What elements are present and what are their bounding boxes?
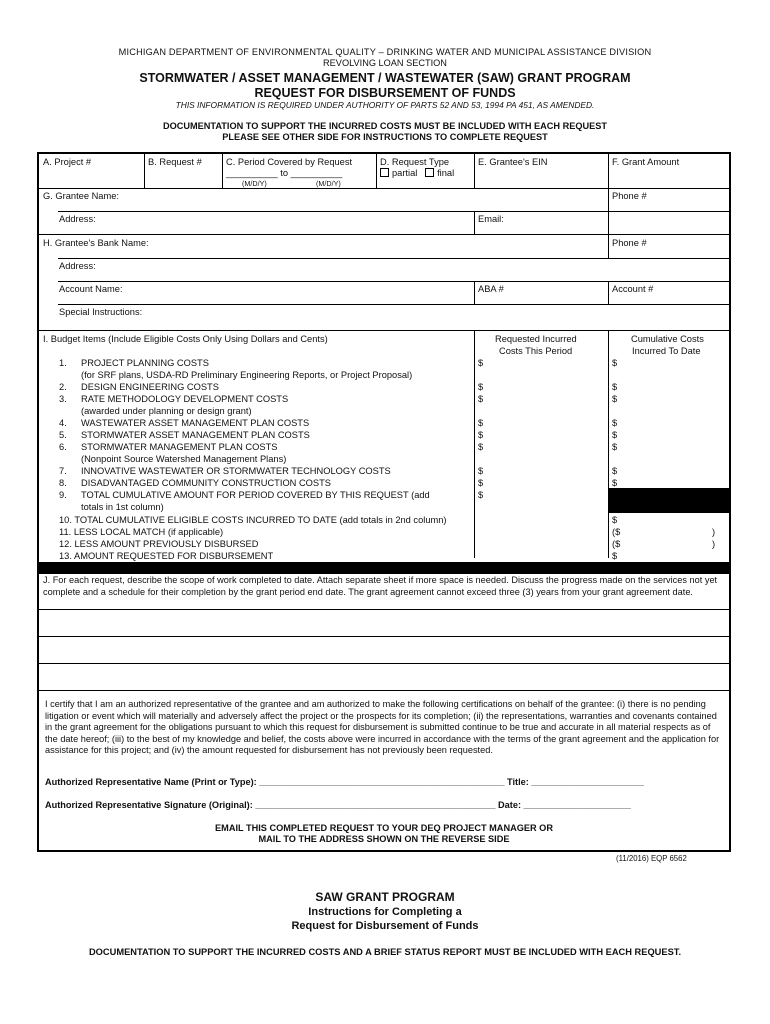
divider	[474, 211, 475, 234]
divider	[222, 154, 223, 188]
divider	[474, 281, 475, 304]
cumulative-amount-cell[interactable]: $	[612, 382, 618, 392]
section-separator-bar	[39, 562, 729, 574]
cumulative-amount-cell[interactable]: $	[612, 394, 618, 404]
requested-amount-cell[interactable]: $	[478, 382, 484, 392]
instructions-subtitle: Instructions for Completing a	[308, 906, 462, 918]
scope-line-3[interactable]	[39, 664, 729, 690]
section-name: REVOLVING LOAN SECTION	[323, 58, 447, 68]
grantee-phone-field[interactable]	[608, 188, 729, 211]
item-12-close: )	[712, 539, 716, 549]
requested-amount-cell[interactable]: $	[478, 430, 484, 440]
grantee-email-field[interactable]	[474, 211, 729, 234]
special-instructions-label: Special Instructions:	[59, 307, 143, 317]
request-number-label: B. Request #	[148, 157, 202, 167]
budget-item-number: 2.	[59, 382, 67, 392]
bank-name-label: H. Grantee's Bank Name:	[43, 238, 149, 248]
account-name-field[interactable]	[55, 281, 474, 304]
requested-col-header: Requested Incurred	[495, 334, 577, 344]
account-name-label: Account Name:	[59, 284, 123, 294]
divider	[608, 330, 609, 558]
instructions-subtitle-2: Request for Disbursement of Funds	[291, 920, 479, 932]
item-11-cumulative[interactable]: ($	[612, 527, 621, 537]
aba-field[interactable]	[474, 281, 608, 304]
form-id: (11/2016) EQP 6562	[616, 854, 687, 863]
item-11: 11. LESS LOCAL MATCH (if applicable)	[59, 527, 224, 537]
partial-checkbox[interactable]	[380, 168, 389, 177]
representative-signature-line[interactable]: Authorized Representative Signature (Original): _______________________________________________ Date: _____________________	[45, 800, 631, 810]
final-checkbox[interactable]	[425, 168, 434, 177]
cumulative-amount-cell[interactable]: $	[612, 430, 618, 440]
divider	[39, 330, 729, 331]
instructions-documentation-notice: DOCUMENTATION TO SUPPORT THE INCURRED COSTS AND A BRIEF STATUS REPORT MUST BE INCLUDED WITH EACH REQUEST.	[88, 947, 682, 957]
requested-amount-cell[interactable]: $	[478, 442, 484, 452]
budget-item-number: 9.	[59, 490, 67, 500]
instructions-notice: PLEASE SEE OTHER SIDE FOR INSTRUCTIONS TO COMPLETE REQUEST	[222, 132, 548, 142]
project-number-label: A. Project #	[43, 157, 92, 167]
mail-notice: MAIL TO THE ADDRESS SHOWN ON THE REVERSE SIDE	[258, 834, 510, 844]
bank-address-label: Address:	[59, 261, 96, 271]
budget-item-label: (awarded under planning or design grant)	[81, 406, 252, 416]
scope-line-1[interactable]	[39, 610, 729, 636]
representative-name-line[interactable]: Authorized Representative Name (Print or Type): ________________________________________________ Title: ______________________	[45, 777, 644, 787]
divider	[39, 690, 729, 691]
period-label: C. Period Covered by Request	[226, 157, 353, 167]
requested-amount-cell[interactable]: $	[478, 478, 484, 488]
final-label: final	[437, 168, 455, 178]
budget-item-label: totals in 1st column)	[81, 502, 164, 512]
certification-text: I certify that I am an authorized representative of the grantee and am authorized to make the following certifications on behalf of the grantee: (i) there is no pending litigation or event which will materially and adversely affect the project or the prospects for its completion; (ii) the representations, warranties and covenants contained in the grant agreement for the obligations pursuant to which this request for disbursement is submitted continue to be true and accurate in all material respects as of the date hereof; (iii) to the best of my knowledge and belief, the costs above were incurred in accordance with the terms of the grant agreement and the application for assistance for this project; and (iv) the amount requested for disbursement has not previously been requested.	[45, 699, 720, 756]
request-form	[37, 152, 731, 852]
date-format-end: (M/D/Y)	[316, 179, 341, 188]
budget-item-number: 3.	[59, 394, 67, 404]
budget-item-label: INNOVATIVE WASTEWATER OR STORMWATER TECHNOLOGY COSTS	[81, 466, 391, 476]
instructions-title: SAW GRANT PROGRAM	[315, 890, 455, 904]
partial-label: partial	[392, 168, 418, 178]
ein-label: E. Grantee's EIN	[478, 157, 548, 167]
authority-notice: THIS INFORMATION IS REQUIRED UNDER AUTHORITY OF PARTS 52 AND 53, 1994 PA 451, AS AMENDED.	[175, 100, 595, 110]
grantee-address-field[interactable]	[55, 211, 474, 234]
budget-item-label: DISADVANTAGED COMMUNITY CONSTRUCTION COSTS	[81, 478, 331, 488]
budget-item-label: RATE METHODOLOGY DEVELOPMENT COSTS	[81, 394, 289, 404]
budget-item-number: 8.	[59, 478, 67, 488]
budget-item-label: TOTAL CUMULATIVE AMOUNT FOR PERIOD COVERED BY THIS REQUEST (add	[81, 490, 430, 500]
requested-amount-cell[interactable]: $	[478, 418, 484, 428]
grant-amount-field[interactable]	[608, 154, 729, 188]
budget-item-label: (for SRF plans, USDA-RD Preliminary Engineering Reports, or Project Proposal)	[81, 370, 413, 380]
budget-header: I. Budget Items (Include Eligible Costs Only Using Dollars and Cents)	[43, 334, 328, 344]
scope-line-2[interactable]	[39, 637, 729, 663]
grantee-email-label: Email:	[478, 214, 504, 224]
item-12: 12. LESS AMOUNT PREVIOUSLY DISBURSED	[59, 539, 259, 549]
aba-label: ABA #	[478, 284, 504, 294]
cumulative-col-header-2: Incurred To Date	[632, 346, 701, 356]
requested-amount-cell[interactable]: $	[478, 490, 484, 500]
divider	[608, 235, 609, 258]
request-type-label: D. Request Type	[380, 157, 450, 167]
budget-item-label: DESIGN ENGINEERING COSTS	[81, 382, 219, 392]
requested-amount-cell[interactable]: $	[478, 394, 484, 404]
item-13: 13. AMOUNT REQUESTED FOR DISBURSEMENT	[59, 551, 274, 561]
account-number-field[interactable]	[608, 281, 729, 304]
cumulative-amount-cell[interactable]: $	[612, 466, 618, 476]
item-10: 10. TOTAL CUMULATIVE ELIGIBLE COSTS INCURRED TO DATE (add totals in 2nd column)	[59, 515, 447, 525]
grantee-phone-label: Phone #	[612, 191, 647, 201]
divider	[474, 330, 475, 558]
period-field[interactable]	[222, 154, 376, 188]
scope-of-work-instructions: J. For each request, describe the scope of work completed to date. Attach separate sheet if more space is needed. Discuss the progress made on the services not yet complete and a schedule for their completion by the grant period end date. The grant agreement cannot exceed three (3) years from your grant agreement date.	[43, 575, 718, 597]
program-title: STORMWATER / ASSET MANAGEMENT / WASTEWATER (SAW) GRANT PROGRAM	[139, 71, 631, 85]
budget-item-label: PROJECT PLANNING COSTS	[81, 358, 209, 368]
agency-name: MICHIGAN DEPARTMENT OF ENVIRONMENTAL QUALITY – DRINKING WATER AND MUNICIPAL ASSISTANCE DIVISION	[118, 47, 652, 57]
cumulative-amount-cell[interactable]: $	[612, 478, 618, 488]
documentation-notice: DOCUMENTATION TO SUPPORT THE INCURRED COSTS MUST BE INCLUDED WITH EACH REQUEST	[162, 121, 608, 131]
divider	[144, 154, 145, 188]
budget-item-number: 4.	[59, 418, 67, 428]
requested-amount-cell[interactable]: $	[478, 358, 484, 368]
budget-item-label: STORMWATER ASSET MANAGEMENT PLAN COSTS	[81, 430, 310, 440]
account-number-label: Account #	[612, 284, 654, 294]
requested-col-header-2: Costs This Period	[499, 346, 573, 356]
special-instructions-field[interactable]	[55, 304, 729, 330]
item-13-cumulative[interactable]: $	[612, 551, 618, 561]
form-title: REQUEST FOR DISBURSEMENT OF FUNDS	[254, 86, 516, 100]
requested-amount-cell[interactable]: $	[478, 466, 484, 476]
budget-item-label: STORMWATER MANAGEMENT PLAN COSTS	[81, 442, 278, 452]
bank-address-field[interactable]	[55, 258, 729, 281]
item-12-cumulative[interactable]: ($	[612, 539, 621, 549]
ein-field[interactable]	[474, 154, 608, 188]
period-range: __________ to __________	[226, 168, 343, 178]
divider	[474, 154, 475, 188]
request-type-field	[376, 154, 474, 188]
budget-item-number: 7.	[59, 466, 67, 476]
cumulative-amount-cell[interactable]: $	[612, 442, 618, 452]
item-11-close: )	[712, 527, 716, 537]
bank-phone-field[interactable]	[608, 235, 729, 258]
grantee-name-field[interactable]	[39, 188, 608, 211]
item-10-cumulative[interactable]: $	[612, 515, 618, 525]
divider	[608, 281, 609, 304]
bank-name-field[interactable]	[39, 235, 608, 258]
cumulative-amount-cell[interactable]: $	[612, 358, 618, 368]
project-number-field[interactable]	[39, 154, 144, 188]
grantee-address-label: Address:	[59, 214, 96, 224]
budget-item-number: 6.	[59, 442, 67, 452]
grantee-name-label: G. Grantee Name:	[43, 191, 119, 201]
cumulative-amount-cell[interactable]: $	[612, 418, 618, 428]
grant-amount-label: F. Grant Amount	[612, 157, 680, 167]
budget-item-label: WASTEWATER ASSET MANAGEMENT PLAN COSTS	[81, 418, 310, 428]
cumulative-col-header: Cumulative Costs	[631, 334, 704, 344]
divider	[376, 154, 377, 188]
blacked-out-cell	[608, 488, 729, 513]
budget-item-label: (Nonpoint Source Watershed Management Plans)	[81, 454, 287, 464]
request-number-field[interactable]	[144, 154, 222, 188]
date-format-start: (M/D/Y)	[242, 179, 267, 188]
budget-item-number: 5.	[59, 430, 67, 440]
email-notice: EMAIL THIS COMPLETED REQUEST TO YOUR DEQ PROJECT MANAGER OR	[215, 823, 553, 833]
bank-phone-label: Phone #	[612, 238, 647, 248]
budget-item-number: 1.	[59, 358, 67, 368]
